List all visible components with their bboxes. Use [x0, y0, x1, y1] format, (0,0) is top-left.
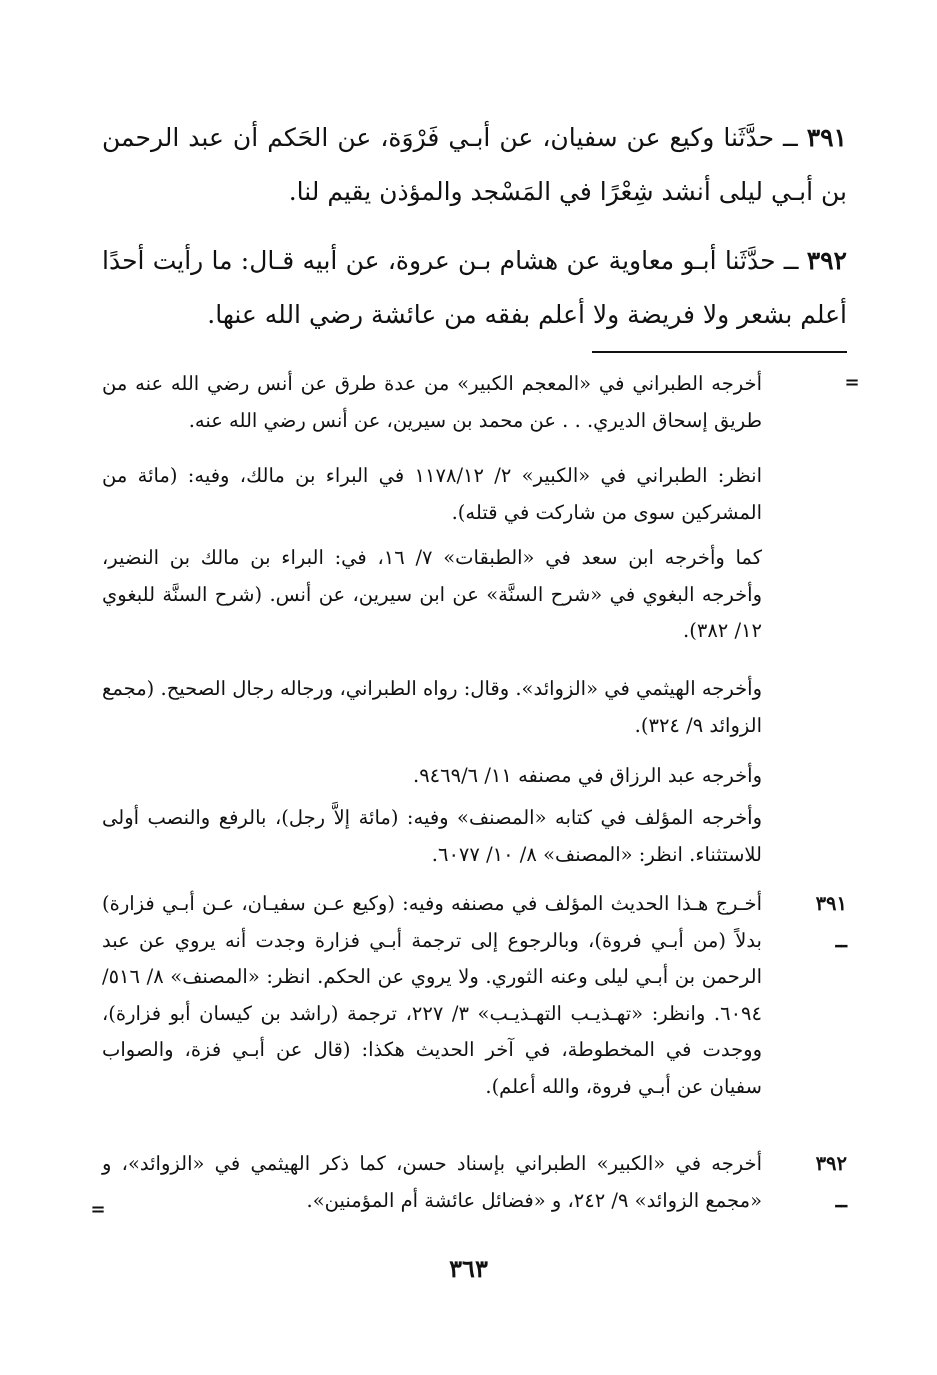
footnote-number: ٣٩٢ ــ	[815, 1152, 847, 1212]
hadith-number: ٣٩٢	[806, 246, 847, 275]
footnote-paragraph: وأخرجه الهيثمي في «الزوائد». وقال: رواه الطبراني، ورجاله رجال الصحيح. (مجمع الزوائد ٩/ ٣٢٤).	[102, 677, 762, 737]
footnote-paragraph: انظر: الطبراني في «الكبير» ٢/ ١١٧٨/١٢ في البراء بن مالك، وفيه: (مائة من المشركين سوى من شاركت في قتله).	[102, 464, 762, 524]
footnote-paragraph: وأخرجه عبد الرزاق في مصنفه ١١/ ٩٤٦٩/٦.	[412, 764, 762, 787]
footnote-paragraph: كما وأخرجه ابن سعد في «الطبقات» ٧/ ١٦، في: البراء بن مالك بن النضير، وأخرجه البغوي في «شرح السنَّة» عن ابن سيرين، عن أنس. (شرح السنَّة للبغوي ١٢/ ٣٨٢).	[102, 546, 762, 642]
footnote-paragraph: أخرجه الطبراني في «المعجم الكبير» من عدة طرق عن أنس رضي الله عنه من طريق إسحاق الديري. . . عن محمد بن سيرين، عن أنس رضي الله عنه.	[102, 372, 762, 432]
continuation-marker-bottom: =	[90, 1199, 106, 1220]
hadith-text: ــ حدَّثَنا وكيع عن سفيان، عن أبـي فَرْوَة، عن الحَكم أن عبد الرحمن بن أبـي ليلى أنشد شِعْرًا في المَسْجد والمؤذن يقيم لنا.	[102, 123, 847, 206]
hadith-number: ٣٩١	[806, 123, 847, 152]
footnote-number: ٣٩١ ــ	[815, 892, 847, 952]
page-number: ٣٦٣	[449, 1254, 488, 1283]
footnote-paragraph: وأخرجه المؤلف في كتابه «المصنف» وفيه: (مائة إلاَّ رجل)، بالرفع والنصب أولى للاستثناء. انظر: «المصنف» ٨/ ١٠/ ٦٠٧٧.	[102, 806, 762, 866]
hadith-391	[102, 111, 847, 219]
hadith-text: ــ حدَّثَنا أبـو معاوية عن هشام بـن عروة، عن أبيه قـال: ما رأيت أحدًا أعلم بشعر ولا فريضة ولا أعلم بفقه من عائشة رضي الله عنها.	[102, 246, 847, 329]
footnote-separator	[592, 351, 847, 353]
continuation-marker-top: =	[844, 372, 860, 393]
footnote-391: أخـرج هـذا الحديث المؤلف في مصنفه وفيه: (وكيع عـن سفيـان، عـن أبـي فزارة) بدلاً (من أبـي فروة)، وبالرجوع إلى ترجمة أبـي فزارة وجدت أنه يروي عن عبد الرحمن بن أبـي ليلى وعنه الثوري. ولا يروي عن الحكم. انظر: «المصنف» ٨/ ٥١٦/ ٦٠٩٤. وانظر: «تهـذيـب التهـذيـب» ٣/ ٢٢٧، ترجمة (راشد بن كيسان أبو فزارة)، ووجدت في المخطوطة، في آخر الحديث هكذا: (قال عن أبـي فزة، والصواب سفيان عن أبـي فروة، والله أعلم).	[102, 892, 762, 1098]
footnote-392: أخرجه في «الكبير» الطبراني بإسناد حسن، كما ذكر الهيثمي في «الزوائد»، و «مجمع الزوائد» ٩/ ٢٤٢، و «فضائل عائشة أم المؤمنين».	[102, 1152, 762, 1212]
hadith-392	[102, 234, 847, 342]
